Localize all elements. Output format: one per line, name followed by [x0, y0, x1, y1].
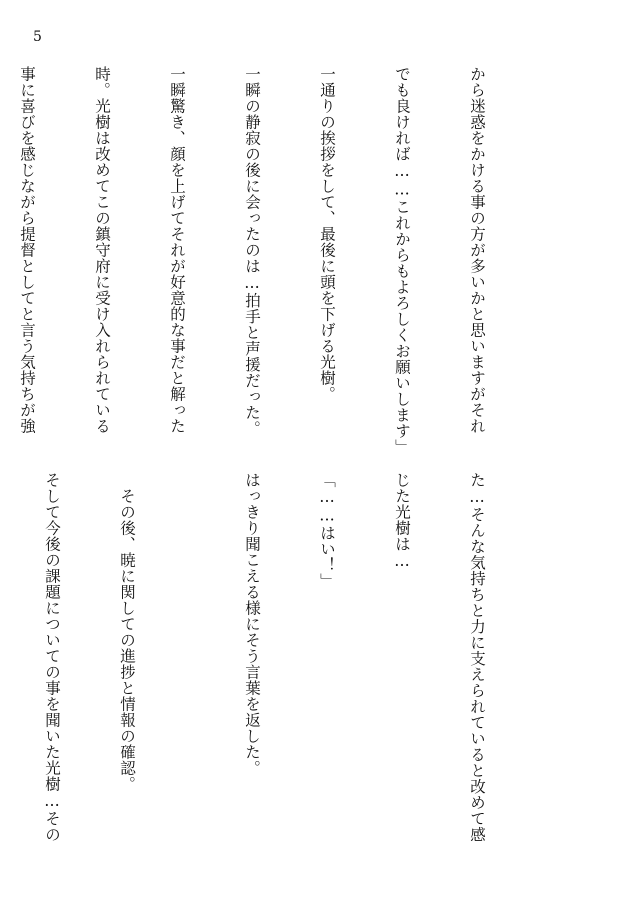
text-line: 一通りの挨拶をして、最後に頭を下げる光樹。 [318, 66, 336, 402]
text-block-bottom [0, 472, 539, 842]
text-line: その後、暁に関しての進捗と情報の確認。 [118, 472, 136, 792]
text-line: 一瞬驚き、顔を上げてそれが好意的な事だと解った [168, 66, 186, 434]
text-line: でも良ければ……これからもよろしくお願いします」 [393, 66, 411, 455]
text-line: そして今後の課題についての事を聞いた光樹…その [43, 472, 61, 843]
text-line: 一瞬の静寂の後に会ったのは…拍手と声援だった。 [243, 66, 261, 437]
text-line: 事に喜びを感じながら提督としてと言う気持ちが強 [18, 66, 36, 434]
text-line: はっきり聞こえる様にそう言葉を返した。 [243, 472, 261, 776]
text-line: た…そんな気持ちと力に支えられていると改めて感 [468, 472, 486, 843]
page-number: 5 [33, 29, 42, 45]
text-line: 「……はい！」 [318, 472, 336, 589]
text-line: 時。光樹は改めてこの鎮守府に受け入れられている [93, 66, 111, 434]
text-line: じた光樹は… [393, 472, 411, 571]
text-block-top [0, 66, 539, 455]
text-line: から迷惑をかける事の方が多いかと思いますがそれ [468, 66, 486, 434]
